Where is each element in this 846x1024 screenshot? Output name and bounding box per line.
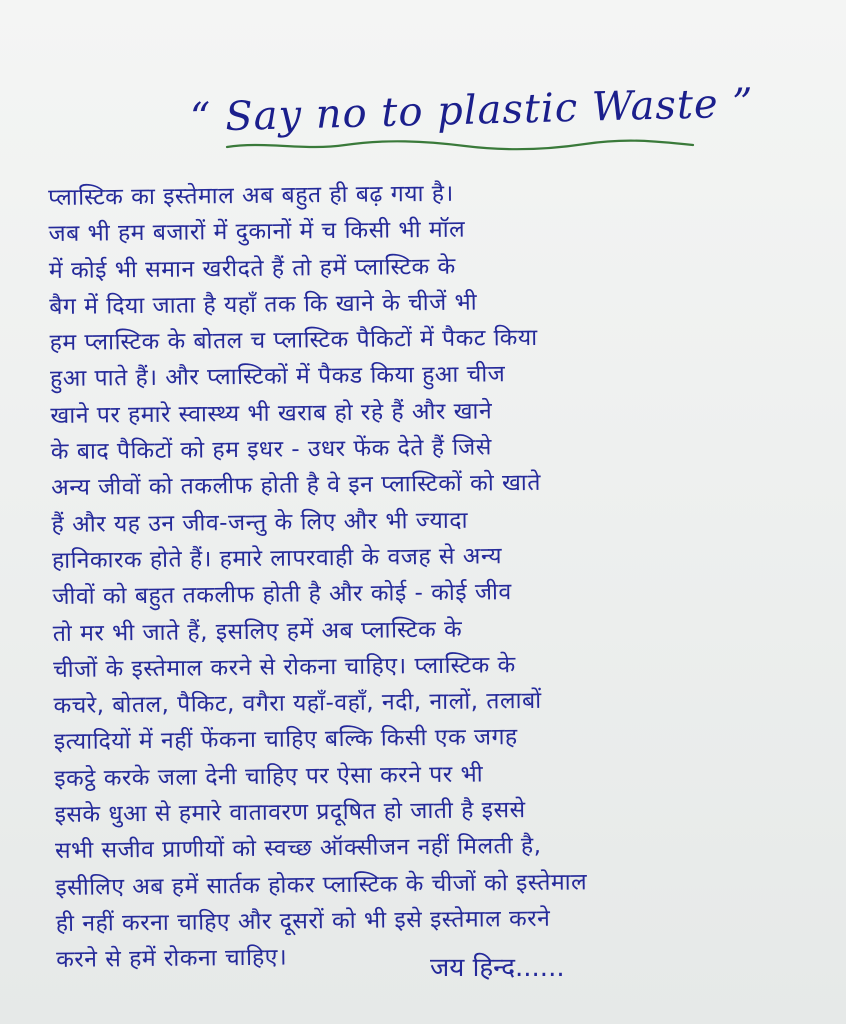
essay-line: चीजों के इस्तेमाल करने से रोकना चाहिए। प्लास्टिक के (52, 651, 516, 683)
essay-line: हुआ पाते हैं। और प्लास्टिकों में पैकड किया हुआ चीज (49, 361, 506, 393)
essay-line: इत्यादियों में नहीं फेंकना चाहिए बल्कि किसी एक जगह (53, 724, 518, 756)
essay-line: हम प्लास्टिक के बोतल च प्लास्टिक पैकिटों में पैकट किया (49, 325, 538, 357)
essay-line: बैग में दिया जाता है यहाँ तक कि खाने के चीजें भी (49, 289, 478, 320)
essay-line: जब भी हम बजारों में दुकानों में च किसी भी मॉल (48, 216, 466, 248)
essay-line: जीवों को बहुत तकलीफ होती है और कोई - कोई जीव (52, 579, 512, 611)
essay-line: प्लास्टिक का इस्तेमाल अब बहुत ही बढ़ गया है। (48, 180, 454, 211)
closing-signoff: जय हिन्द...... (430, 953, 565, 983)
essay-line: करने से हमें रोकना चाहिए। (56, 944, 288, 974)
essay-line: में कोई भी समान खरीदते हैं तो हमें प्लास्टिक के (48, 253, 456, 284)
essay-line: तो मर भी जाते हैं, इसलिए हमें अब प्लास्टिक के (52, 616, 463, 647)
essay-line: अन्य जीवों को तकलीफ होती है वे इन प्लास्टिकों को खाते (51, 470, 542, 502)
essay-line: इकट्ठे करके जला देनी चाहिए पर ऐसा करने पर भी (54, 761, 484, 792)
title-underline (225, 135, 695, 155)
essay-line: कचरे, बोतल, पैकिट, वगैरा यहाँ-वहाँ, नदी, नालों, तलाबों (53, 688, 542, 720)
essay-line: ही नहीं करना चाहिए और दूसरों को भी इसे इस्तेमाल करने (55, 905, 551, 937)
title-underline-stroke (227, 141, 693, 150)
essay-line: हानिकारक होते हैं। हमारे लापरवाही के वजह से अन्य (51, 543, 503, 574)
essay-line: हैं और यह उन जीव-जन्तु के लिए और भी ज्यादा (51, 507, 469, 538)
essay-line: सभी सजीव प्राणीयों को स्वच्छ ऑक्सीजन नहीं मिलती है, (54, 833, 542, 865)
essay-line: खाने पर हमारे स्वास्थ्य भी खराब हो रहे हैं और खाने (50, 398, 493, 429)
essay-line: इसके धुआ से हमारे वातावरण प्रदूषित हो जाती है इससे (54, 797, 526, 829)
essay-line: के बाद पैकिटों को हम इधर - उधर फेंक देते हैं जिसे (50, 434, 492, 466)
essay-body (48, 172, 826, 979)
essay-line: इसीलिए अब हमें सार्तक होकर प्लास्टिक के चीजों को इस्तेमाल (55, 869, 588, 901)
page-title: “ Say no to plastic Waste ” (189, 80, 755, 142)
